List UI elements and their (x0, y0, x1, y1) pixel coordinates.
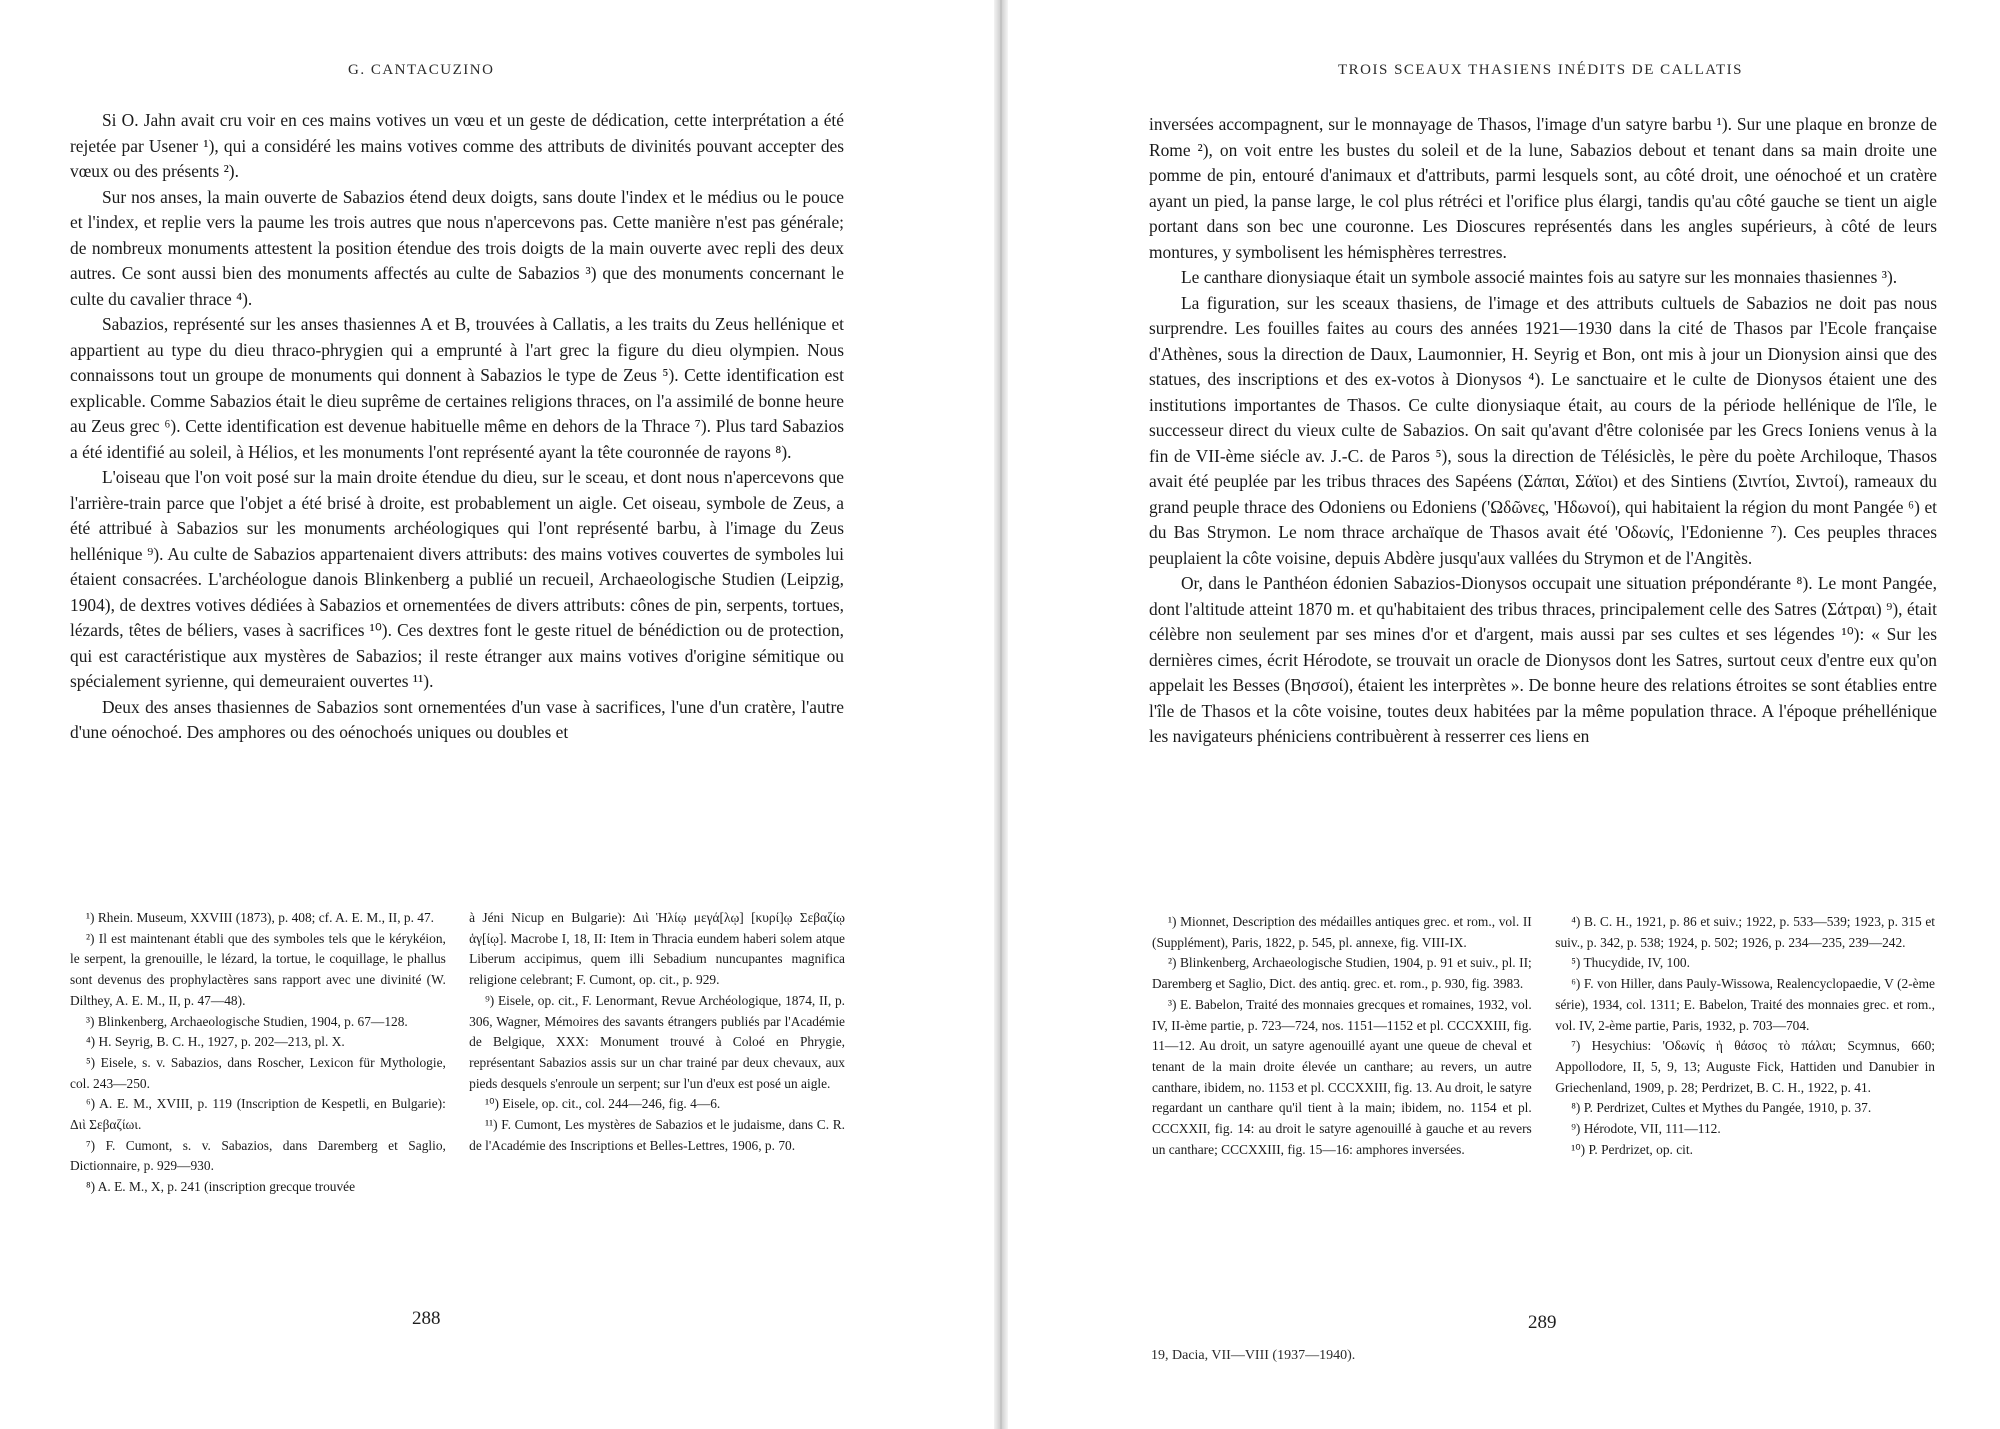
right-footnotes (1152, 912, 1935, 1160)
page-number: 289 (1528, 1312, 1557, 1333)
paragraph: La figuration, sur les sceaux thasiens, de l'image et des attributs cultuels de Sabazios ne doit pas nous surprendre. Les fouilles faites au cours des années 1921—1930 dans la cité de Thasos par l'Ecole française d'Athènes, sous la direction de Daux, Laumonnier, H. Seyrig et Bon, ont mis à jour un Dionysion ainsi que des statues, des inscriptions et des ex-votos à Dionysos ⁴). Le sanctuaire et le culte de Dionysos étaient une des institutions importantes de Thasos. Ce culte dionysiaque était, au cours de la période hellénique de l'île, le successeur direct du vieux culte de Sabazios. On sait qu'avant d'être colonisée par les Grecs Ioniens venus à la fin de VII-ème siécle av. J.-C. de Paros ⁵), sous la direction de Télésiclès, le père du poète Archiloque, Thasos avait été peuplée par les tribus thraces des Sapéens (Σάπαι, Σάϊοι) et des Sintiens (Σιντίοι, Σιντοί), rameaux du grand peuple thrace des Odoniens ou Edoniens ('Ωδῶνες, 'Ηδωνοί), qui habitaient la région du mont Pangée ⁶) et du Bas Strymon. Le nom thrace archaïque de Thasos avait été 'Οδωνίς, l'Edonienne ⁷). Ces peuples thraces peuplaient la côte voisine, depuis Abdère jusqu'aux vallées du Strymon et de l'Angitès. (1149, 292, 1937, 568)
footnote: ⁷) F. Cumont, s. v. Sabazios, dans Daremberg et Saglio, Dictionnaire, p. 929—930. (70, 1137, 446, 1174)
paragraph: Deux des anses thasiennes de Sabazios sont ornementées d'un vase à sacrifices, l'une d'un cratère, l'autre d'une oénochoé. Des amphores ou des oénochoés uniques ou doubles et (70, 696, 844, 742)
footnote: ⁷) Hesychius: 'Οδωνίς ἡ θάσος τὸ πάλαι; Scymnus, 660; Appollodore, II, 5, 9, 13; Auguste Fick, Hattiden und Danubier in Griechenland, 1909, p. 28; Perdrizet, B. C. H., 1922, p. 41. (1555, 1038, 1935, 1095)
footnote: ⁴) B. C. H., 1921, p. 86 et suiv.; 1922, p. 533—539; 1923, p. 315 et suiv., p. 342, p. 538; 1924, p. 502; 1926, p. 234—235, 239—242. (1555, 914, 1935, 950)
footnote: ⁶) A. E. M., XVIII, p. 119 (Inscription de Kespetli, en Bulgarie): Διὶ Σεβαζίωι. (70, 1096, 446, 1133)
footnote: ⁹) Hérodote, VII, 111—112. (1571, 1121, 1721, 1137)
footnote: ¹⁰) P. Perdrizet, op. cit. (1571, 1141, 1693, 1157)
left-footnotes (70, 908, 845, 1198)
running-head-title: TROIS SCEAUX THASIENS INÉDITS DE CALLATIS (1338, 62, 1743, 78)
footnote: ⁸) A. E. M., X, p. 241 (inscription grecque trouvée (86, 1179, 356, 1195)
footnote: ⁸) P. Perdrizet, Cultes et Mythes du Pangée, 1910, p. 37. (1571, 1100, 1872, 1116)
footnote-column (469, 908, 845, 1198)
footnote: ¹⁰) Eisele, op. cit., col. 244—246, fig. 4—6. (485, 1096, 721, 1112)
footnote: ⁶) F. von Hiller, dans Pauly-Wissowa, Realencyclopaedie, V (2-ème série), 1934, col. 1311; E. Babelon, Traité des monnaies grec. et rom., vol. IV, 2-ème partie, Paris, 1932, p. 703—704. (1555, 976, 1935, 1033)
page-number: 288 (412, 1308, 441, 1329)
footnote-column (70, 908, 446, 1198)
footnote: ⁴) H. Seyrig, B. C. H., 1927, p. 202—213, pl. X. (86, 1034, 345, 1050)
book-gutter (994, 0, 1008, 1429)
footnote: ¹) Mionnet, Description des médailles antiques grec. et rom., vol. II (Supplément), Paris, 1822, p. 545, pl. annexe, fig. VIII-IX. (1152, 914, 1532, 950)
footnote: ¹¹) F. Cumont, Les mystères de Sabazios et le judaisme, dans C. R. de l'Académie des Inscriptions et Belles-Lettres, 1906, p. 70. (469, 1117, 845, 1153)
footnote: ³) Blinkenberg, Archaeologische Studien, 1904, p. 67—128. (86, 1013, 408, 1029)
right-body-text (1149, 112, 1937, 750)
footnote-column (1555, 912, 1935, 1160)
footnote: ²) Blinkenberg, Archaeologische Studien, 1904, p. 91 et suiv., pl. II; Daremberg et Saglio, Dict. des antiq. grec. et. rom., p. 930, fig. 3983. (1152, 955, 1532, 992)
footnote: ³) E. Babelon, Traité des monnaies grecques et romaines, 1932, vol. IV, II-ème partie, p. 723—724, nos. 1151—1152 et pl. CCCXXIII, fig. 11—12. Au droit, un satyre agenouillé ayant une queue de cheval et tenant de la main droite élevée un canthare; au revers, un autre canthare, ibidem, no. 1153 et pl. CCCXXIII, fig. 13. Au droit, le satyre regardant un canthare qu'il tient à la main; ibidem, no. 1154 et pl. CCCXXII, fig. 14: au droit le satyre agenouillé à gauche et au revers un canthare; CCCXXIII, fig. 15—16: amphores inversées. (1152, 996, 1532, 1157)
footnote: ⁵) Thucydide, IV, 100. (1571, 955, 1690, 971)
paragraph: Sur nos anses, la main ouverte de Sabazios étend deux doigts, sans doute l'index et le médius ou le pouce et l'index, et replie vers la paume les trois autres que nous n'apercevons pas. Cette manière n'est pas générale; de nombreux monuments attestent la position étendue des trois doigts de la main ouverte avec repli des deux autres. Ce sont aussi bien des monuments affectés au culte de Sabazios ³) que des monuments concernant le culte du cavalier thrace ⁴). (70, 186, 844, 309)
footnote: ¹) Rhein. Museum, XXVIII (1873), p. 408; cf. A. E. M., II, p. 47. (86, 910, 435, 925)
footnote: ⁹) Eisele, op. cit., F. Lenormant, Revue Archéologique, 1874, II, p. 306, Wagner, Mémoires des savants étrangers publiés par l'Académie de Belgique, XXX: Monument trouvé à Coloé en Phrygie, représentant Sabazios assis sur un char trainé par deux chevaux, aux pieds desquels s'enroule un serpent; sur l'un d'eux est posé un aigle. (469, 992, 845, 1091)
left-page (0, 0, 994, 1429)
printer-signature: 19, Dacia, VII—VIII (1937—1940). (1151, 1348, 1356, 1363)
paragraph: Si O. Jahn avait cru voir en ces mains votives un vœu et un geste de dédication, cette interprétation a été rejetée par Usener ¹), qui a considéré les mains votives comme des attributs de divinités pouvant accepter des vœux ou des présents ²). (70, 110, 844, 181)
footnote-column (1152, 912, 1532, 1160)
right-page (1008, 0, 2000, 1429)
left-body-text (70, 108, 844, 746)
paragraph: inversées accompagnent, sur le monnayage de Thasos, l'image d'un satyre barbu ¹). Sur une plaque en bronze de Rome ²), on voit entre les bustes du soleil et de la lune, Sabazios debout et tenant dans sa main droite une pomme de pin, entouré d'animaux et d'attributs, parmi lesquels sont, au côté droit, une oénochoé et un cratère ayant un pied, la panse large, le col plus rétréci et l'orifice plus élargi, tandis qu'au côté gauche se tient un aigle portant dans son bec une couronne. Les Dioscures représentés dans les angles supérieurs, à côté de leurs montures, y symbolisent les hémisphères terrestres. (1149, 114, 1937, 262)
running-head-author: G. CANTACUZINO (348, 62, 495, 78)
paragraph: L'oiseau que l'on voit posé sur la main droite étendue du dieu, sur le sceau, et dont nous n'apercevons que l'arrière-train parce que l'objet a été brisé à droite, est probablement un aigle. Cet oiseau, symbole de Zeus, a été attribué à Sabazios sur les monuments archéologiques qui l'ont représenté barbu, à l'image du Zeus hellénique ⁹). Au culte de Sabazios appartenaient divers attributs: des mains votives couvertes de symboles lui étaient consacrées. L'archéologue danois Blinkenberg a publié un recueil, Archaeologische Studien (Leipzig, 1904), de dextres votives dédiées à Sabazios et ornementées de divers attributs: cônes de pin, serpents, tortues, lézards, têtes de béliers, vases à sacrifices ¹⁰). Ces dextres font le geste rituel de bénédiction ou de protection, qui est caractéristique aux mystères de Sabazios; il reste étranger aux mains votives d'origine sémitique ou spécialement syrienne, qui demeuraient ouvertes ¹¹). (70, 467, 844, 691)
footnote: ²) Il est maintenant établi que des symboles tels que le kérykéion, le serpent, la grenouille, le lézard, la tortue, le coquillage, le phallus sont devenus des prophylactères sans rapport avec une divinité (W. Dilthey, A. E. M., II, p. 47—48). (70, 930, 446, 1008)
paragraph: Or, dans le Panthéon édonien Sabazios-Dionysos occupait une situation prépondérante ⁸). Le mont Pangée, dont l'altitude atteint 1870 m. et qu'habitaient des tribus thraces, principalement celle des Satres (Σάτραι) ⁹), était célèbre non seulement par ses mines d'or et d'argent, mais aussi par ses cultes et ses légendes ¹⁰): « Sur les dernières cimes, écrit Hérodote, se trouvait un oracle de Dionysos dont les Satres, surtout ceux d'entre eux qu'on appelait les Besses (Βησσοί), étaient les interprètes ». De bonne heure des relations étroites se sont établies entre l'île de Thasos et la côte voisine, toutes deux habitées par la même population thrace. A l'époque préhellénique les navigateurs phéniciens contribuèrent à resserrer ces liens en (1149, 573, 1937, 746)
paragraph: Le canthare dionysiaque était un symbole associé maintes fois au satyre sur les monnaies thasiennes ³). (1181, 267, 1898, 287)
footnote: à Jéni Nicup en Bulgarie): Διὶ Ἡλίῳ μεγά[λῳ] [κυρί]ῳ Σεβαζίῳ ἁγ[ίῳ]. Macrobe I, 18, II: Item in Thracia eundem haberi solem atque Liberum accipimus, quem illi Sebadium nuncupantes magnifica religione celebrant; F. Cumont, op. cit., p. 929. (469, 910, 845, 988)
footnote: ⁵) Eisele, s. v. Sabazios, dans Roscher, Lexicon für Mythologie, col. 243—250. (70, 1054, 446, 1091)
paragraph: Sabazios, représenté sur les anses thasiennes A et B, trouvées à Callatis, a les traits du Zeus hellénique et appartient au type du dieu thraco-phrygien qui a emprunté à l'art grec la figure du dieu olympien. Nous connaissons tout un groupe de monuments qui donnent à Sabazios le type de Zeus ⁵). Cette identification est explicable. Comme Sabazios était le dieu suprême de certaines religions thraces, on l'a assimilé de bonne heure au Zeus grec ⁶). Cette identification est devenue habituelle même en dehors de la Thrace ⁷). Plus tard Sabazios a été identifié au soleil, à Hélios, et les monuments l'ont représenté ayant la tête couronnée de rayons ⁸). (70, 314, 844, 462)
